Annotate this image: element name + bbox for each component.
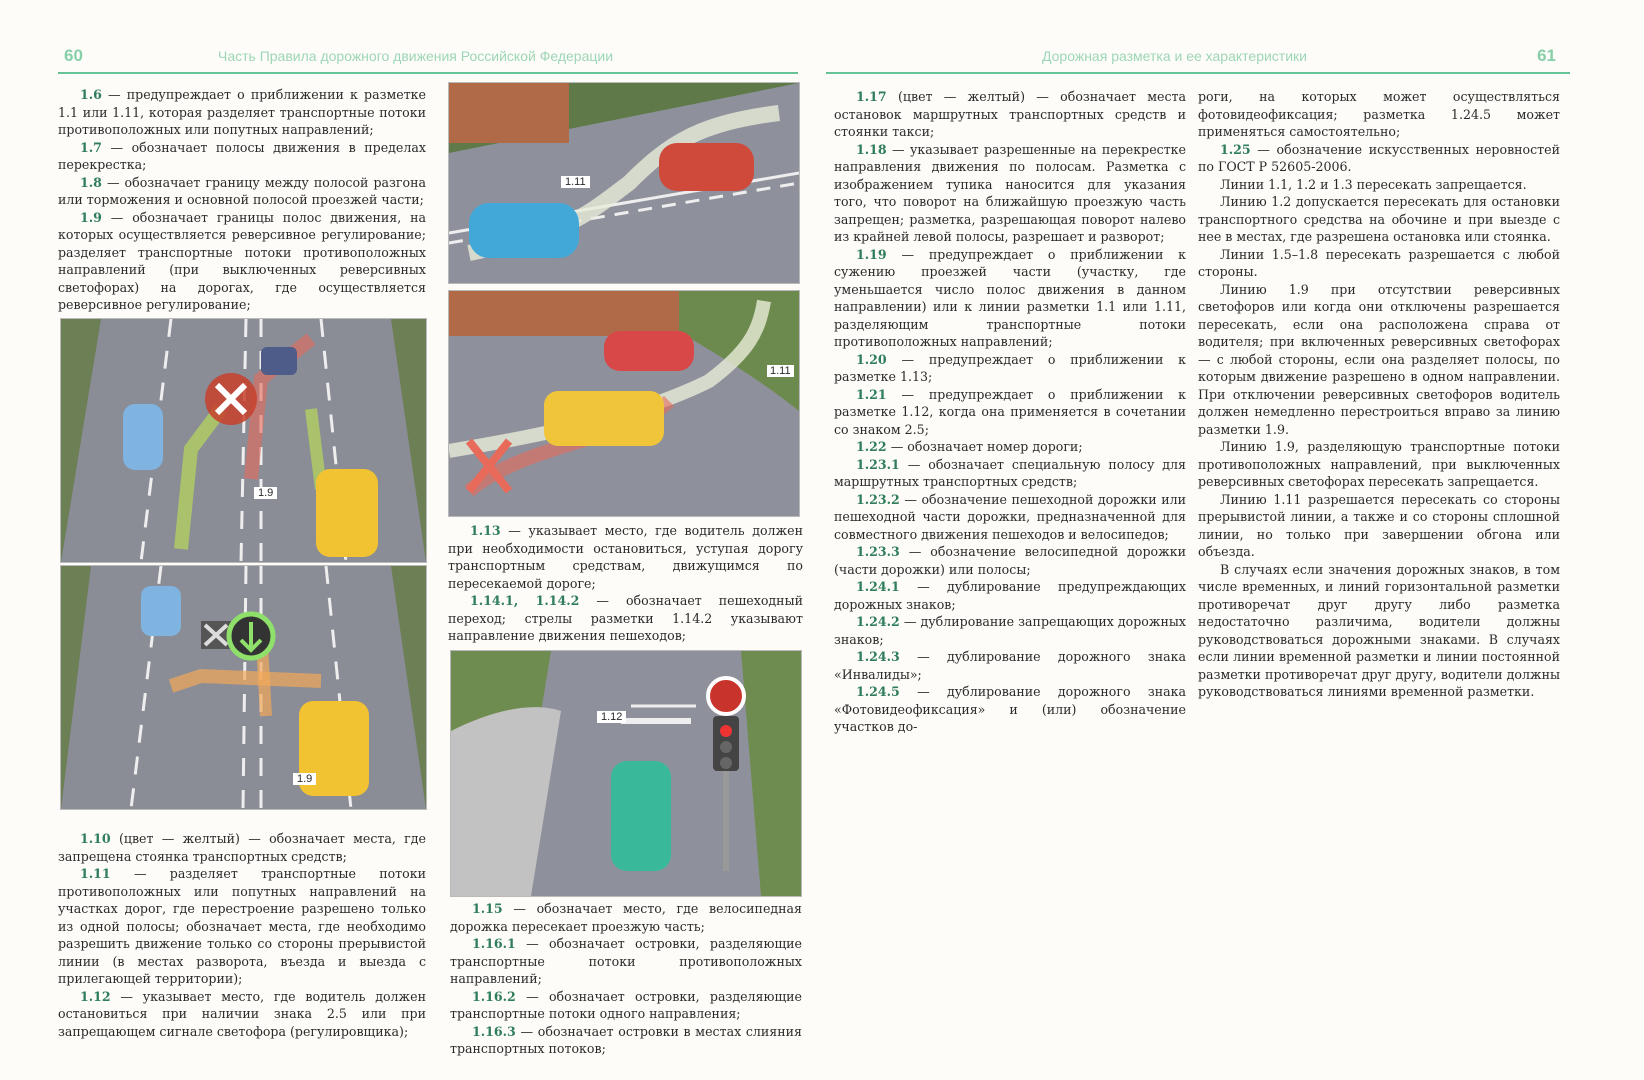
definition-item	[448, 522, 803, 592]
definition-item	[834, 683, 1186, 736]
marking-code: 1.19	[856, 246, 887, 262]
marking-description: — обозначает границу между полосой разгона или торможения и основной полосой проезжей части;	[58, 174, 426, 207]
left-page-header	[58, 38, 798, 74]
marking-description: — обозначает островки в местах слияния транспортных потоков;	[450, 1023, 802, 1056]
illustration-marking-1-11-b	[448, 290, 800, 517]
marking-code: 1.6	[80, 87, 102, 102]
definition-item	[58, 865, 426, 988]
definition-item	[450, 1023, 802, 1058]
marking-code: 1.8	[80, 174, 102, 190]
definition-item	[58, 174, 426, 209]
definition-item	[1198, 141, 1560, 176]
marking-description: — дублирование дорожного знака «Инвалиды»;	[834, 649, 1186, 682]
text-paragraph: Линию 1.9, разделяющую транспортные потоки противоположных направлений, при выключенных реверсивных светофорах пересекать запрещается.	[1198, 439, 1560, 489]
figure-label: 1.9	[254, 487, 277, 499]
definition-item	[834, 648, 1186, 683]
definition-item	[448, 592, 803, 645]
marking-code: 1.24.1	[856, 579, 900, 594]
marking-description: — обозначает границы полос движения, на которых осуществляется реверсивное регулирование; разделяет транспортные потоки противоположных направлений (при выключенных реверсивных светофорах) на дорогах, где осуществляется реверсивное регулирование;	[58, 209, 426, 312]
definition-item	[834, 491, 1186, 544]
marking-description: — обозначает островки, разделяющие транспортные потоки противоположных направлений;	[450, 936, 802, 986]
text-column-a-bottom	[58, 830, 426, 1040]
marking-code: 1.16.1	[472, 936, 516, 951]
page-number: 60	[64, 46, 83, 65]
marking-description: — указывает место, где водитель должен при необходимости остановиться, уступая дорогу транспортным средствам, движущимся по пересекаемой дороге;	[448, 523, 803, 591]
marking-code: 1.24.3	[856, 649, 900, 664]
illustration-marking-1-11-a	[448, 82, 800, 284]
marking-code: 1.24.5	[856, 684, 900, 699]
left-page	[0, 0, 820, 1080]
marking-description: — обозначение велосипедной дорожки (части дорожки) или полосы;	[834, 544, 1186, 577]
marking-code: 1.9	[80, 209, 102, 225]
marking-description: — дублирование дорожного знака «Фотовидеофиксация» и (или) обозначение участков до-	[834, 684, 1186, 734]
marking-code: 1.20	[856, 351, 887, 367]
text-column-d	[1198, 88, 1560, 701]
definition-item	[834, 246, 1186, 351]
definition-item	[450, 988, 802, 1023]
marking-code: 1.15	[472, 901, 503, 916]
text-paragraph: Линию 1.11 разрешается пересекать со стороны прерывистой линии, а также и со стороны сплошной линии, но только при завершении обгона или объезда.	[1198, 491, 1560, 559]
marking-code: 1.12	[80, 988, 111, 1004]
definition-item	[834, 543, 1186, 578]
marking-description: (цвет — желтый) — обозначает места, где запрещена стоянка транспортных средств;	[58, 831, 426, 864]
definition-item	[834, 578, 1186, 613]
marking-code: 1.13	[470, 523, 501, 538]
text-column-c	[834, 88, 1186, 736]
text-paragraph: Линии 1.5–1.8 пересекать разрешается с любой стороны.	[1198, 246, 1560, 279]
marking-description: — обозначает пешеходный переход; стрелы разметки 1.14.2 указывают направление движения пешеходов;	[448, 593, 803, 643]
definition-item	[834, 351, 1186, 386]
illustration-marking-1-9-b	[60, 565, 427, 810]
marking-code: 1.17	[856, 89, 887, 104]
running-head: Часть Правила дорожного движения Российской Федерации	[218, 48, 614, 64]
marking-description: — обозначает номер дороги;	[886, 439, 1083, 454]
illustration-marking-1-12	[450, 650, 802, 897]
definition-item	[58, 988, 426, 1041]
definition-item	[58, 86, 426, 139]
figure-label: 1.11	[561, 176, 590, 188]
marking-code: 1.21	[856, 386, 887, 402]
marking-description: — указывает разрешенные на перекрестке направления движения по полосам. Разметка с изображением тупика наносится для указания того, что поворот на ближайшую проезжую часть запрещен; разметка, разрешающая поворот налево из крайней левой полосы, разрешает и разворот;	[834, 141, 1186, 244]
marking-description: — разделяет транспортные потоки противоположных или попутных направлений на участках дорог, где перестроение разрешено только из одной полосы; обозначает места, где необходимо разрешить движение только со стороны прерывистой линии (в местах разворота, въезда и выезда с прилегающей территории);	[58, 866, 426, 986]
text-paragraph: Линию 1.9 при отсутствии реверсивных светофоров или когда они отключены разрешается пересекать, если она расположена справа от водителя; при включенных реверсивных светофорах — с любой стороны, если она разделяет полосы, по которым движение разрешено в одном направлении. При отключении реверсивных светофоров водитель должен немедленно перестроиться вправо за линию разметки 1.9.	[1198, 281, 1560, 437]
text-paragraph: роги, на которых может осуществляться фотовидеофиксация; разметка 1.24.5 может применяться самостоятельно;	[1198, 89, 1560, 139]
marking-code: 1.25	[1220, 141, 1251, 157]
page-number: 61	[1537, 46, 1556, 65]
marking-code: 1.23.3	[856, 544, 900, 559]
marking-code: 1.16.3	[472, 1023, 516, 1039]
text-paragraph: Линию 1.2 допускается пересекать для остановки транспортного средства на обочине и при выезде с нее в местах, где разрешена остановка или стоянка.	[1198, 194, 1560, 244]
figure-label: 1.12	[597, 711, 626, 723]
definition-item	[58, 830, 426, 865]
definition-item	[834, 141, 1186, 246]
marking-code: 1.22	[856, 439, 887, 454]
marking-description: — обозначение искусственных неровностей по ГОСТ Р 52605-2006.	[1198, 141, 1560, 174]
running-head: Дорожная разметка и ее характеристики	[1042, 48, 1307, 64]
definition-item	[58, 139, 426, 174]
definition-item	[834, 386, 1186, 439]
marking-code: 1.14.1, 1.14.2	[470, 593, 580, 608]
definition-item	[834, 438, 1186, 456]
marking-code: 1.16.2	[472, 988, 516, 1004]
marking-description: — предупреждает о приближении к разметке 1.1 или 1.11, которая разделяет транспортные потоки противоположных или попутных направлений;	[58, 87, 426, 137]
marking-code: 1.23.2	[856, 491, 900, 507]
definition-item	[58, 209, 426, 314]
illustration-marking-1-9-a	[60, 318, 427, 563]
definition-item	[834, 88, 1186, 141]
text-column-a-top	[58, 86, 426, 314]
marking-description: — предупреждает о приближении к разметке 1.12, когда она применяется в сочетании со знаком 2.5;	[834, 386, 1186, 437]
marking-description: — обозначает полосы движения в пределах перекрестка;	[58, 139, 426, 172]
marking-description: (цвет — желтый) — обозначает места остановок маршрутных транспортных средств и стоянки такси;	[834, 89, 1186, 139]
marking-code: 1.10	[80, 831, 111, 846]
figure-label: 1.9	[293, 773, 316, 785]
marking-description: — указывает место, где водитель должен остановиться при наличии знака 2.5 или при запрещающем сигнале светофора (регулировщика);	[58, 988, 426, 1039]
marking-description: — дублирование запрещающих дорожных знаков;	[834, 614, 1186, 647]
marking-code: 1.24.2	[856, 614, 900, 629]
marking-description: — обозначает специальную полосу для маршрутных транспортных средств;	[834, 456, 1186, 489]
marking-description: — предупреждает о приближении к разметке 1.13;	[834, 351, 1186, 384]
text-column-b-middle	[448, 522, 803, 645]
text-column-b-bottom	[450, 900, 802, 1058]
text-paragraph: В случаях если значения дорожных знаков, в том числе временных, и линий горизонтальной разметки противоречат друг другу либо разметка недостаточно различима, водители должны руководствоваться дорожными знаками. В случаях если линии временной разметки и линии постоянной разметки противоречат друг другу, водители должны руководствоваться линиями временной разметки.	[1198, 561, 1560, 699]
definition-item	[834, 456, 1186, 491]
marking-description: — обозначает место, где велосипедная дорожка пересекает проезжую часть;	[450, 901, 802, 934]
marking-code: 1.18	[856, 141, 887, 157]
marking-description: — обозначает островки, разделяющие транспортные потоки одного направления;	[450, 988, 802, 1021]
marking-code: 1.23.1	[856, 456, 900, 472]
marking-description: — предупреждает о приближении к сужению проезжей части (участку, где уменьшается число полос движения в данном направлении) или к линии разметки 1.1 или 1.11, разделяющим транспортные потоки противоположных направлений;	[834, 246, 1186, 349]
marking-description: — дублирование предупреждающих дорожных знаков;	[834, 579, 1186, 612]
marking-code: 1.11	[80, 866, 111, 881]
right-page	[820, 0, 1644, 1080]
marking-code: 1.7	[80, 139, 102, 155]
definition-item	[450, 900, 802, 935]
definition-item	[450, 935, 802, 988]
right-page-header	[826, 38, 1570, 74]
definition-item	[834, 613, 1186, 648]
marking-description: — обозначение пешеходной дорожки или пешеходной части дорожки, предназначенной для совместного движения пешеходов и велосипедов;	[834, 491, 1186, 542]
figure-label: 1.11	[767, 365, 794, 377]
text-paragraph: Линии 1.1, 1.2 и 1.3 пересекать запрещается.	[1220, 176, 1527, 192]
